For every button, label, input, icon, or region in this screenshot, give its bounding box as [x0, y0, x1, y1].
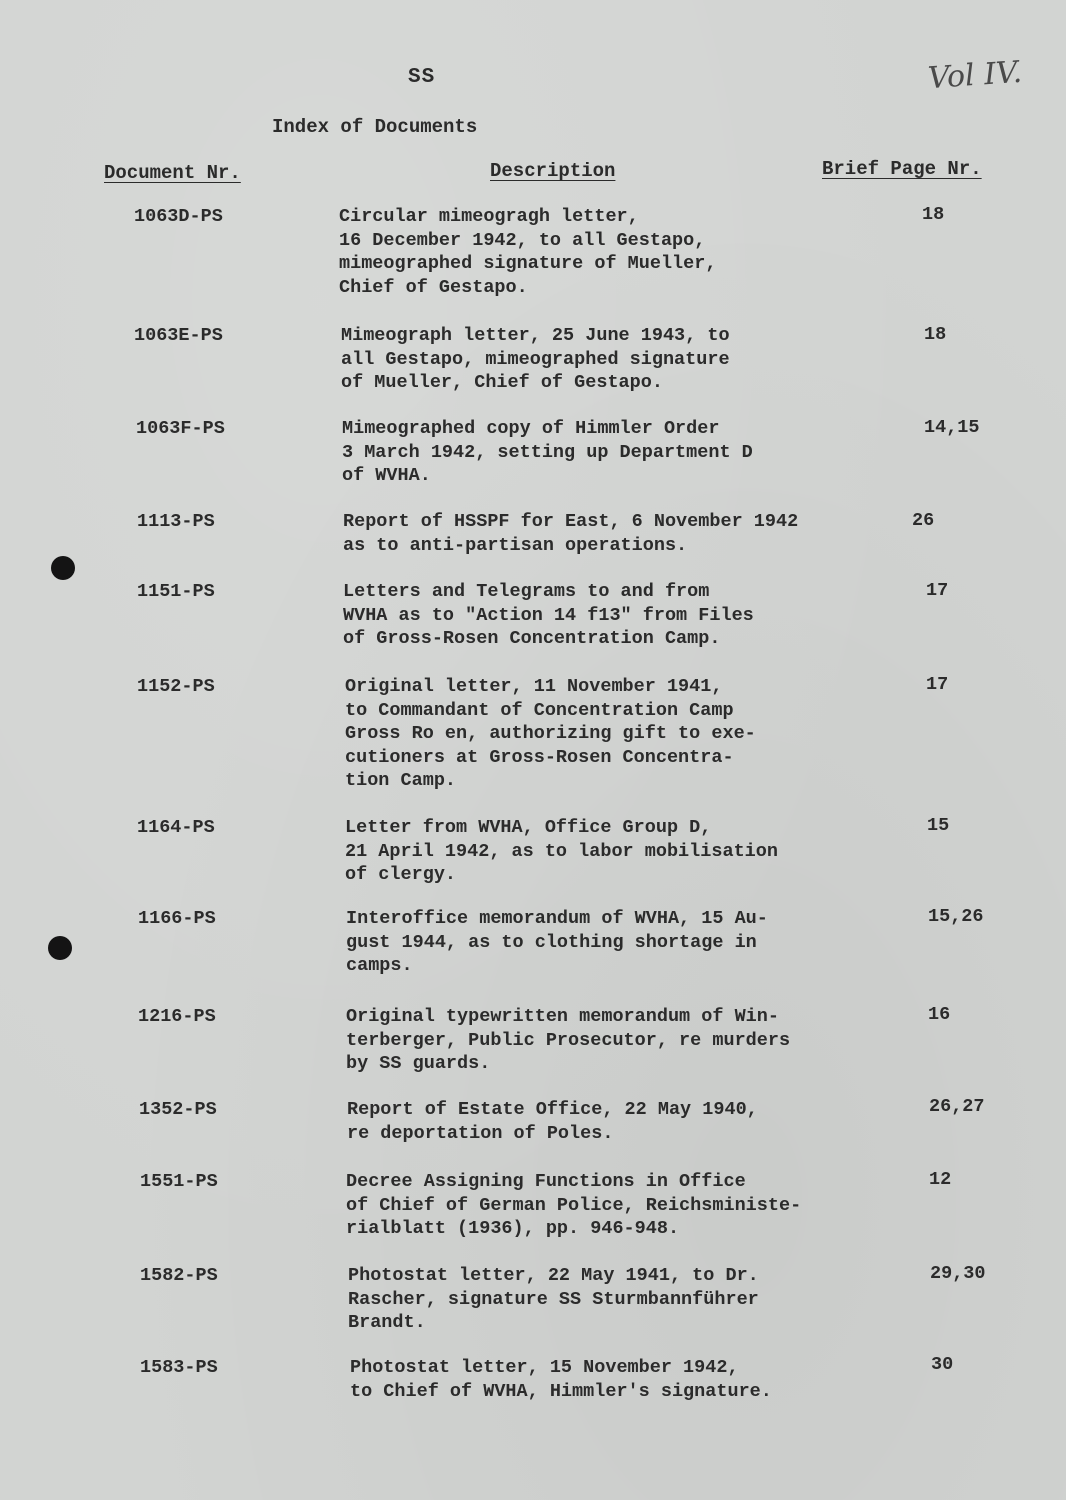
entry-document-number: 1063F-PS	[136, 418, 225, 439]
entry-page-number: 12	[929, 1169, 952, 1190]
entry-document-number: 1551-PS	[140, 1171, 218, 1192]
punch-hole	[51, 556, 75, 580]
entry-description: Photostat letter, 22 May 1941, to Dr. Rascher, signature SS Sturmbannführer Brandt.	[348, 1265, 759, 1333]
entry-document-number: 1063D-PS	[134, 206, 223, 227]
entry-page-number: 14,15	[924, 417, 980, 438]
entry-description: Letters and Telegrams to and from WVHA as to "Action 14 f13" from Files of Gross-Rosen Concentration Camp.	[343, 581, 754, 649]
column-header-description: Description	[490, 160, 616, 182]
index-title: Index of Documents	[272, 116, 478, 138]
entry-page-number: 18	[924, 324, 947, 345]
handwritten-volume-note: Vol IV.	[926, 54, 1024, 97]
column-header-page: Brief Page Nr.	[822, 158, 982, 180]
entry-description: Interoffice memorandum of WVHA, 15 Au- gust 1944, as to clothing shortage in camps.	[346, 908, 768, 976]
entry-description: Circular mimeogragh letter, 16 December 1942, to all Gestapo, mimeographed signature of Mueller, Chief of Gestapo.	[339, 206, 717, 298]
entry-document-number: 1166-PS	[138, 908, 216, 929]
entry-page-number: 15	[927, 815, 950, 836]
entry-page-number: 30	[931, 1354, 954, 1375]
entry-page-number: 26	[912, 510, 935, 531]
entry-document-number: 1583-PS	[140, 1357, 218, 1378]
column-header-document: Document Nr.	[104, 162, 241, 184]
punch-hole	[48, 936, 72, 960]
entry-page-number: 17	[926, 674, 949, 695]
entry-document-number: 1216-PS	[138, 1006, 216, 1027]
entry-document-number: 1582-PS	[140, 1265, 218, 1286]
entry-document-number: 1113-PS	[137, 511, 215, 532]
entry-page-number: 26,27	[929, 1096, 985, 1117]
header-title: SS	[408, 66, 436, 89]
entry-document-number: 1063E-PS	[134, 325, 223, 346]
entry-document-number: 1152-PS	[137, 676, 215, 697]
entry-page-number: 15,26	[928, 906, 984, 927]
entry-description: Original typewritten memorandum of Win- terberger, Public Prosecutor, re murders by SS guards.	[346, 1006, 791, 1074]
entry-page-number: 29,30	[930, 1263, 986, 1284]
entry-description: Decree Assigning Functions in Office of Chief of German Police, Reichsministe- rialblatt (1936), pp. 946-948.	[346, 1171, 802, 1239]
entry-document-number: 1164-PS	[137, 817, 215, 838]
entry-description: Original letter, 11 November 1941, to Commandant of Concentration Camp Gross Ro en, authorizing gift to exe- cutioners at Gross-Rosen Concentra- tion Camp.	[345, 676, 756, 791]
entry-description: Mimeograph letter, 25 June 1943, to all Gestapo, mimeographed signature of Mueller, Chief of Gestapo.	[341, 325, 730, 393]
entry-document-number: 1151-PS	[137, 581, 215, 602]
entry-description: Report of Estate Office, 22 May 1940, re deportation of Poles.	[347, 1099, 758, 1144]
entry-description: Mimeographed copy of Himmler Order 3 March 1942, setting up Department D of WVHA.	[342, 418, 753, 486]
entry-description: Letter from WVHA, Office Group D, 21 April 1942, as to labor mobilisation of clergy.	[345, 817, 778, 885]
entry-page-number: 17	[926, 580, 949, 601]
entry-page-number: 18	[922, 204, 945, 225]
entry-document-number: 1352-PS	[139, 1099, 217, 1120]
entry-description: Report of HSSPF for East, 6 November 1942 as to anti-partisan operations.	[343, 511, 799, 556]
entry-description: Photostat letter, 15 November 1942, to Chief of WVHA, Himmler's signature.	[350, 1357, 772, 1402]
entry-page-number: 16	[928, 1004, 951, 1025]
